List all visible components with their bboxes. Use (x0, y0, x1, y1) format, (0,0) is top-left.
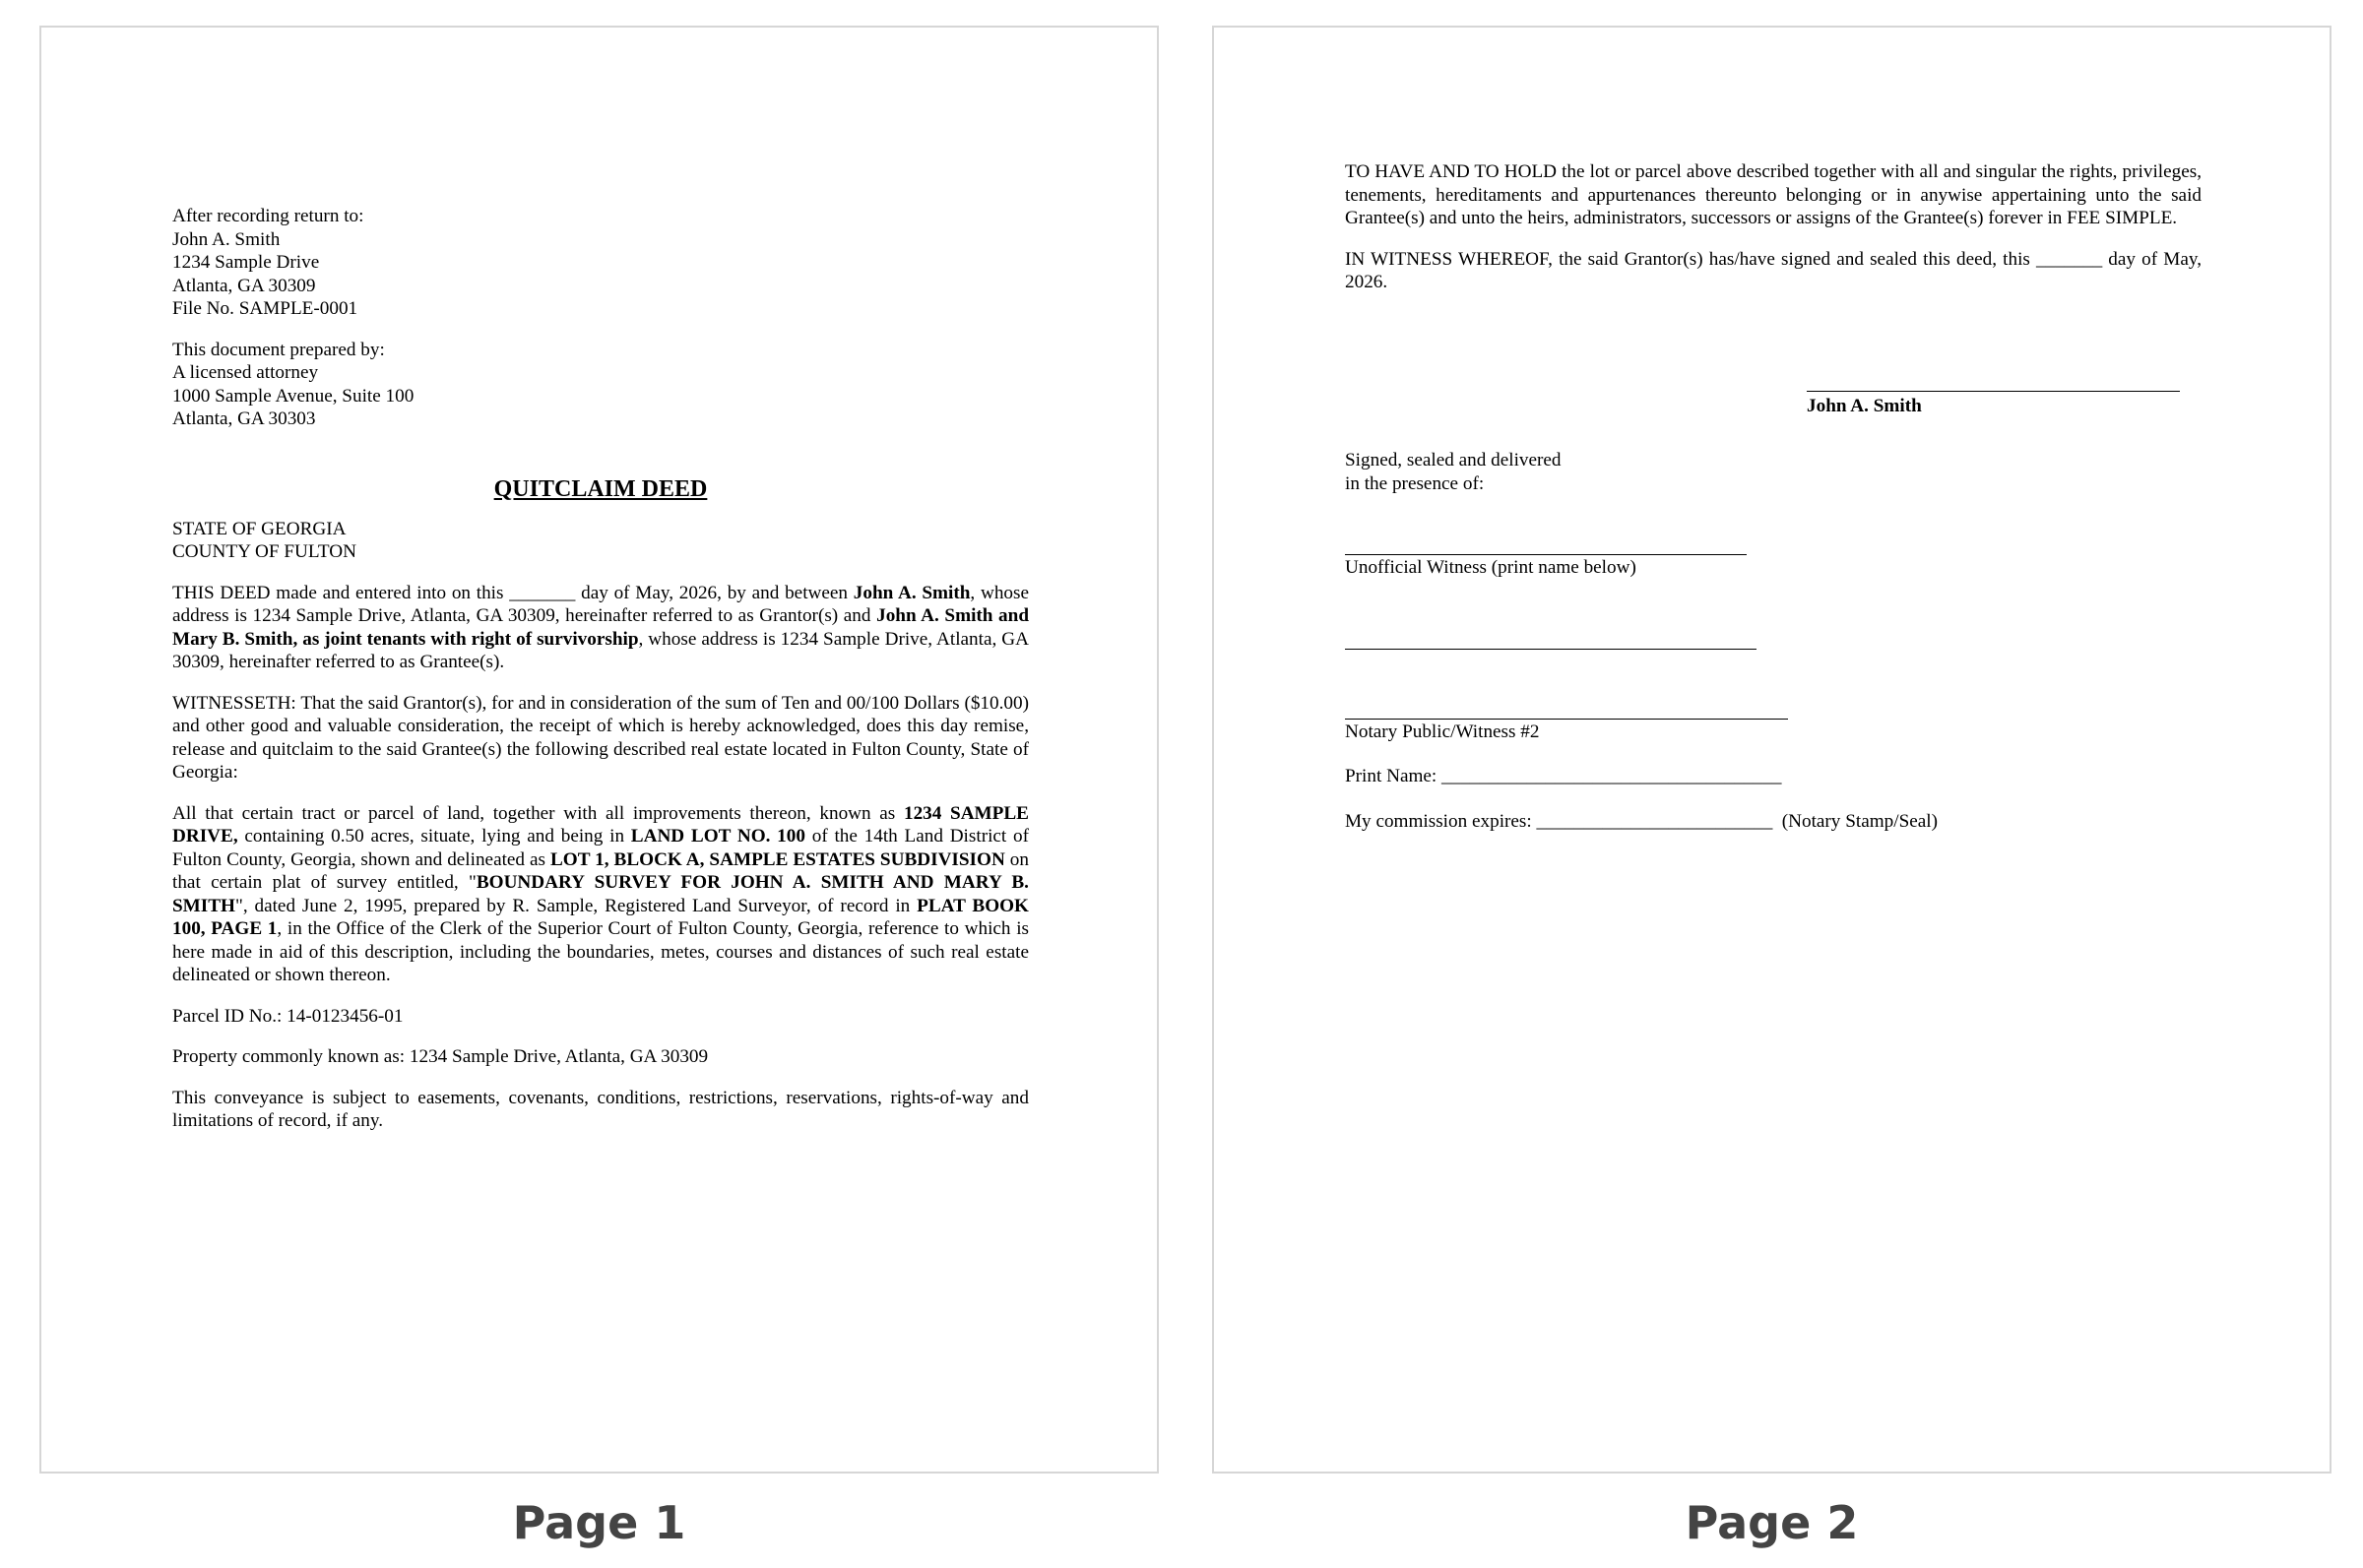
in-witness-paragraph: IN WITNESS WHEREOF, the said Grantor(s) has/have signed and sealed this deed, this _______ day of May, 2026. (1345, 248, 2202, 292)
prepared-street: 1000 Sample Avenue, Suite 100 (172, 385, 415, 407)
notary-print-name: Print Name: ____________________________________ (1345, 766, 1782, 786)
signed-line-1: Signed, sealed and delivered (1345, 450, 1562, 470)
commission-expires: My commission expires: _________________________ (1345, 810, 1773, 832)
prepared-name: A licensed attorney (172, 362, 319, 383)
return-street: 1234 Sample Drive (172, 252, 320, 273)
unofficial-witness-label: Unofficial Witness (print name below) (1345, 557, 1636, 578)
page-2-label: Page 2 (1685, 1496, 1859, 1549)
signer-name: John A. Smith (1807, 395, 1922, 416)
commission-row (1345, 810, 2103, 834)
prepared-city: Atlanta, GA 30303 (172, 408, 316, 429)
return-label: After recording return to: (172, 206, 364, 226)
witnesseth-paragraph: WITNESSETH: That the said Grantor(s), for and in consideration of the sum of Ten and 00/100 Dollars ($10.00) and other good and valuable consideration, the receipt of which is hereby acknowledged, does this day remise, release and quitclaim to the said Grantee(s) the following described real estate located in Fulton County, State of Georgia: (172, 692, 1029, 783)
document-title: QUITCLAIM DEED (493, 475, 708, 502)
page-1-label: Page 1 (512, 1496, 686, 1549)
preparer-block (172, 339, 1029, 431)
notary-label: Notary Public/Witness #2 (1345, 721, 1540, 742)
habendum-paragraph: TO HAVE AND TO HOLD the lot or parcel above described together with all and singular the rights, privileges, tenements, hereditaments and appurtenances thereunto belonging or in anywise appertaining unto the said Grantee(s) and unto the heirs, administrators, successors or assigns of the Grantee(s) forever in FEE SIMPLE. (1345, 161, 2202, 228)
property-address: Property commonly known as: 1234 Sample Drive, Atlanta, GA 30309 (172, 1046, 709, 1067)
deed-parties-paragraph: THIS DEED made and entered into on this _______ day of May, 2026, by and between John A. Smith, whose address is 1234 Sample Drive, Atlanta, GA 30309, hereinafter referred to as Grantor(s) and John A. Smith and Mary B. Smith, as joint tenants with right of survivorship, whose address is 1234 Sample Drive, Atlanta, GA 30309, hereinafter referred to as Grantee(s). (172, 582, 1029, 672)
state-line: STATE OF GEORGIA (172, 518, 347, 539)
return-address-block (172, 205, 1029, 321)
return-name: John A. Smith (172, 228, 281, 250)
conveyance-paragraph: This conveyance is subject to easements, covenants, conditions, restrictions, reservations, rights-of-way and limitations of record, if any. (172, 1087, 1029, 1131)
notary-stamp-placeholder: (Notary Stamp/Seal) (1781, 810, 1938, 832)
grantee-names: John A. Smith and Mary B. Smith, as joint tenants with right of survivorship (172, 605, 1029, 650)
grantor-name: John A. Smith (853, 582, 971, 603)
grantor-signature-block (1807, 391, 2181, 418)
legal-description-paragraph: All that certain tract or parcel of land, together with all improvements thereon, known as 1234 SAMPLE DRIVE, containing 0.50 acres, situate, lying and being in LAND LOT NO. 100 of the 14th Land District of Fulton County, Georgia, shown and delineated as LOT 1, BLOCK A, SAMPLE ESTATES SUBDIVISION on that certain plat of survey entitled, "BOUNDARY SURVEY FOR JOHN A. SMITH AND MARY B. SMITH", dated June 2, 1995, prepared by R. Sample, Registered Land Surveyor, of record in PLAT BOOK 100, PAGE 1, in the Office of the Clerk of the Superior Court of Fulton County, Georgia, reference to which is here made in aid of this description, including the boundaries, metes, courses and distances of such real estate delineated or shown thereon. (172, 802, 1030, 985)
prepared-label: This document prepared by: (172, 339, 385, 360)
document-page-1 (39, 26, 1159, 1474)
witness-1-signature-line (1345, 554, 1747, 555)
signed-line-2: in the presence of: (1345, 472, 1485, 494)
page-2-content (1345, 160, 2202, 833)
venue-block (172, 518, 1029, 564)
parcel-id: Parcel ID No.: 14-0123456-01 (172, 1005, 404, 1027)
signature-line (1807, 391, 2180, 392)
notary-signature-line (1345, 719, 1788, 720)
county-line: COUNTY OF FULTON (172, 541, 356, 562)
signed-sealed-block (1345, 449, 2202, 495)
page-1-content (172, 205, 1029, 1151)
return-city: Atlanta, GA 30309 (172, 275, 316, 296)
file-number: File No. SAMPLE-0001 (172, 298, 358, 319)
document-page-2 (1212, 26, 2331, 1474)
